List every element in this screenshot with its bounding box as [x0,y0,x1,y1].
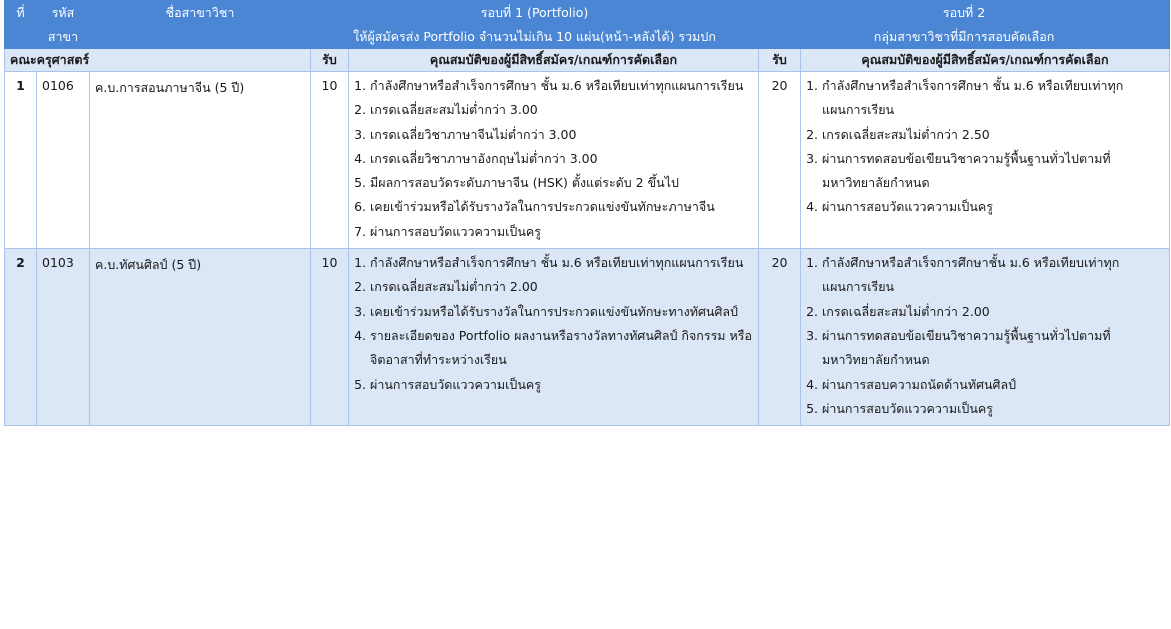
criteria1-header: คุณสมบัติของผู้มีสิทธิ์สมัคร/เกณฑ์การคัดเลือก [349,49,759,72]
program-code: 0103 [37,249,90,426]
header-no-blank [5,25,37,49]
criteria-item: 2. เกรดเฉลี่ยสะสมไม่ต่ำกว่า 2.00 [370,275,753,299]
round2-criteria [801,72,1170,249]
criteria-item: 1. กำลังศึกษาหรือสำเร็จการศึกษา ชั้น ม.6 หรือเทียบเท่าทุกแผนการเรียน [370,251,753,275]
program-name: ค.บ.ทัศนศิลป์ (5 ปี) [90,249,311,426]
round1-receive: 10 [311,249,349,426]
criteria-item: 2. เกรดเฉลี่ยสะสมไม่ต่ำกว่า 3.00 [370,98,753,122]
header-code-line2: สาขา [37,25,90,49]
program-code: 0106 [37,72,90,249]
criteria-item: 5. ผ่านการสอบวัดแววความเป็นครู [822,397,1164,421]
header-code-line1: รหัส [37,1,90,25]
round1-criteria [349,72,759,249]
criteria-item: 4. เกรดเฉลี่ยวิชาภาษาอังกฤษไม่ต่ำกว่า 3.00 [370,147,753,171]
receive1-header: รับ [311,49,349,72]
row-number: 1 [5,72,37,249]
round2-receive: 20 [759,72,801,249]
criteria-item: 3. เกรดเฉลี่ยวิชาภาษาจีนไม่ต่ำกว่า 3.00 [370,123,753,147]
criteria-item: 4. รายละเอียดของ Portfolio ผลงานหรือรางวัลทางทัศนศิลป์ กิจกรรม หรือจิตอาสาที่ทำระหว่างเรียน [370,324,753,373]
header-name-blank [90,25,311,49]
criteria-item: 1. กำลังศึกษาหรือสำเร็จการศึกษา ชั้น ม.6 หรือเทียบเท่าทุกแผนการเรียน [370,74,753,98]
round1-receive: 10 [311,72,349,249]
subheader-row [5,49,1170,72]
faculty-label: คณะครุศาสตร์ [5,49,311,72]
criteria-item: 3. ผ่านการทดสอบข้อเขียนวิชาความรู้พื้นฐานทั่วไปตามที่มหาวิทยาลัยกำหนด [822,147,1164,196]
header-round2-desc: กลุ่มสาขาวิชาที่มีการสอบคัดเลือก [759,25,1170,49]
header-name: ชื่อสาขาวิชา [90,1,311,25]
row-number: 2 [5,249,37,426]
criteria-item: 4. ผ่านการสอบวัดแววความเป็นครู [822,195,1164,219]
round2-criteria [801,249,1170,426]
criteria-item: 5. มีผลการสอบวัดระดับภาษาจีน (HSK) ตั้งแต่ระดับ 2 ขึ้นไป [370,171,753,195]
criteria-item: 3. ผ่านการทดสอบข้อเขียนวิชาความรู้พื้นฐานทั่วไปตามที่มหาวิทยาลัยกำหนด [822,324,1164,373]
admission-table [4,0,1170,426]
header-round1-desc: ให้ผู้สมัครส่ง Portfolio จำนวนไม่เกิน 10 แผ่น(หน้า-หลังได้) รวมปก [311,25,759,49]
criteria-item: 5. ผ่านการสอบวัดแววความเป็นครู [370,373,753,397]
receive2-header: รับ [759,49,801,72]
criteria-item: 2. เกรดเฉลี่ยสะสมไม่ต่ำกว่า 2.50 [822,123,1164,147]
criteria-item: 1. กำลังศึกษาหรือสำเร็จการศึกษาชั้น ม.6 หรือเทียบเท่าทุกแผนการเรียน [822,251,1164,300]
header-no: ที่ [5,1,37,25]
round2-receive: 20 [759,249,801,426]
round1-criteria [349,249,759,426]
table-row [5,72,1170,249]
header-row-1 [5,1,1170,25]
criteria-item: 3. เคยเข้าร่วมหรือได้รับรางวัลในการประกวดแข่งขันทักษะทางทัศนศิลป์ [370,300,753,324]
program-name: ค.บ.การสอนภาษาจีน (5 ปี) [90,72,311,249]
table-row [5,249,1170,426]
criteria-item: 7. ผ่านการสอบวัดแววความเป็นครู [370,220,753,244]
criteria-item: 2. เกรดเฉลี่ยสะสมไม่ต่ำกว่า 2.00 [822,300,1164,324]
criteria2-header: คุณสมบัติของผู้มีสิทธิ์สมัคร/เกณฑ์การคัดเลือก [801,49,1170,72]
header-row-2 [5,25,1170,49]
criteria-item: 1. กำลังศึกษาหรือสำเร็จการศึกษา ชั้น ม.6 หรือเทียบเท่าทุกแผนการเรียน [822,74,1164,123]
header-round1-title: รอบที่ 1 (Portfolio) [311,1,759,25]
criteria-item: 4. ผ่านการสอบความถนัดด้านทัศนศิลป์ [822,373,1164,397]
criteria-item: 6. เคยเข้าร่วมหรือได้รับรางวัลในการประกวดแข่งขันทักษะภาษาจีน [370,195,753,219]
header-round2-title: รอบที่ 2 [759,1,1170,25]
